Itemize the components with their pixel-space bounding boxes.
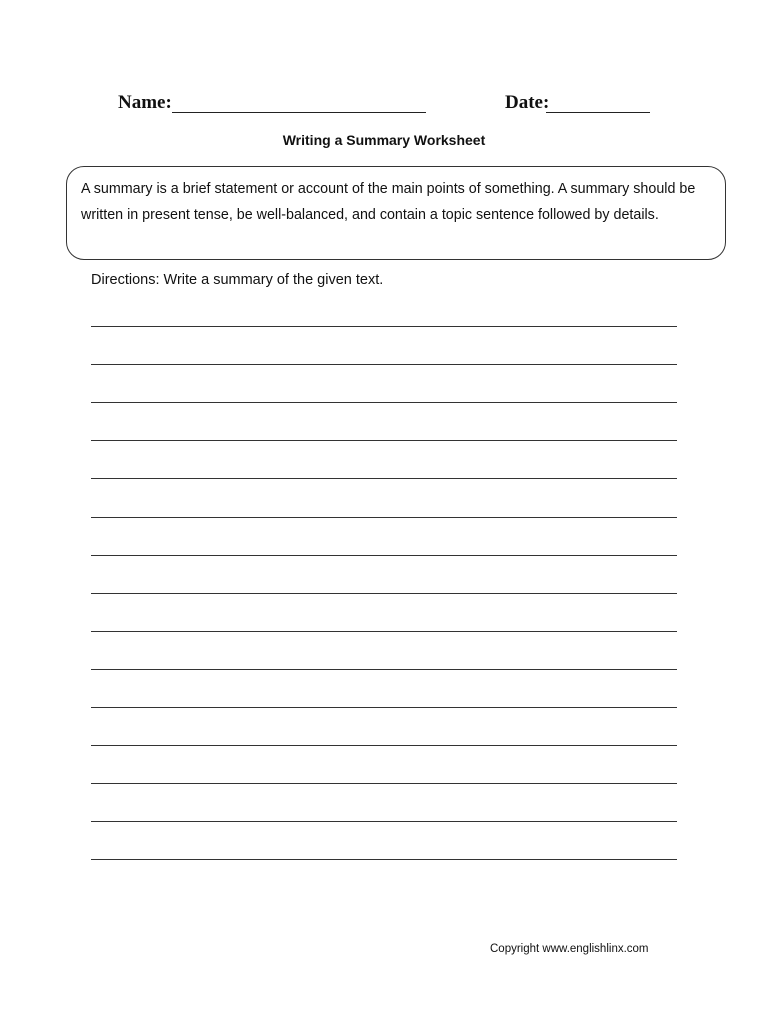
answer-line[interactable] [91,670,677,708]
answer-line[interactable] [91,594,677,632]
date-label: Date: [505,92,550,113]
worksheet-title: Writing a Summary Worksheet [282,132,486,148]
answer-line[interactable] [91,746,677,784]
definition-box [66,166,726,260]
answer-line[interactable] [91,822,677,860]
name-label: Name: [118,92,172,113]
answer-line[interactable] [91,784,677,822]
name-field[interactable] [172,112,426,113]
date-field[interactable] [546,112,650,113]
answer-line[interactable] [91,708,677,746]
copyright-text: Copyright www.englishlinx.com [490,943,649,955]
answer-line[interactable] [91,518,677,556]
answer-line[interactable] [91,632,677,670]
answer-line[interactable] [91,365,677,403]
directions-text: Directions: Write a summary of the given text. [91,272,384,288]
answer-line[interactable] [91,479,677,517]
answer-line[interactable] [91,403,677,441]
answer-line[interactable] [91,556,677,594]
answer-line[interactable] [91,441,677,479]
answer-line[interactable] [91,289,677,327]
answer-lines[interactable] [91,289,677,860]
answer-line[interactable] [91,327,677,365]
header-row [0,88,768,120]
definition-text: A summary is a brief statement or account of the main points of something. A summary should be written in present tense, be well-balanced, and contain a topic sentence followed by details. [81,181,696,223]
